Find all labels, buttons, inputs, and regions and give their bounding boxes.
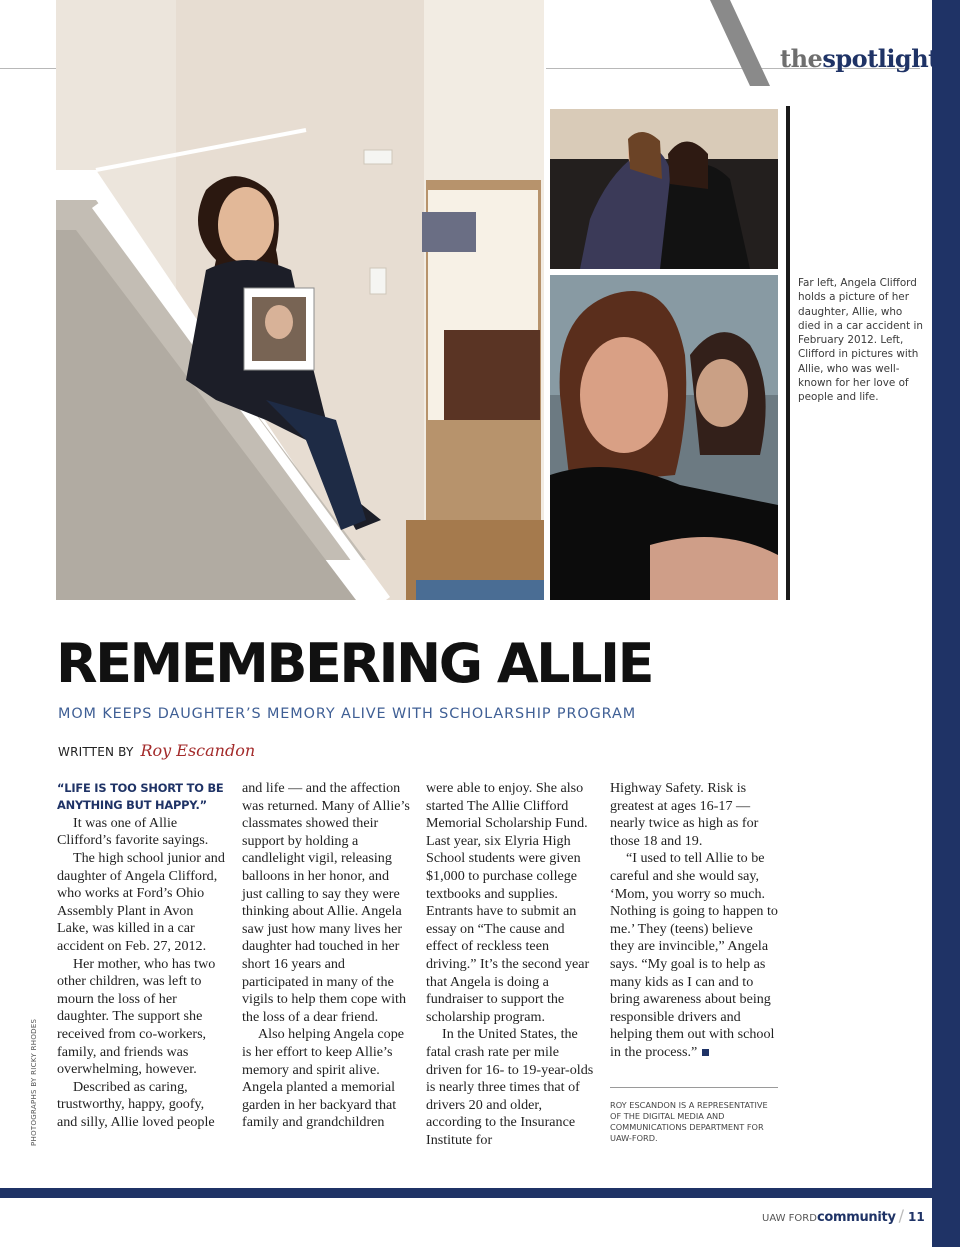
byline: [58, 741, 255, 761]
byline-label: WRITTEN BY: [58, 745, 134, 759]
body-paragraph: and life — and the affection was returned. Many of Allie’s classmates showed their support by holding a candlelight vigil, releasing balloons in her honor, and just calling to say they were thinking about Allie. Angela saw just how many lives her daughter had touched in her short 16 years and participated in many of the vigils to help them cope with the loss of a dear friend.: [242, 780, 410, 1025]
body-column-3: [426, 780, 594, 1149]
body-column-2: [242, 780, 410, 1132]
body-paragraph: Highway Safety. Risk is greatest at ages 16-17 — nearly twice as high as for those 18 and 19.: [610, 780, 759, 849]
footer-separator: /: [898, 1206, 905, 1225]
header-slash-graphic: [710, 0, 770, 86]
author-bio: ROY ESCANDON IS A REPRESENTATIVE OF THE DIGITAL MEDIA AND COMMUNICATIONS DEPARTMENT FOR UAW-FORD.: [610, 1100, 768, 1143]
header-rule-left: [0, 68, 56, 69]
section-label: thespotlight: [780, 44, 939, 73]
body-paragraph: It was one of Allie Clifford’s favorite sayings.: [57, 814, 209, 849]
footer-community: community: [816, 1210, 896, 1225]
body-paragraph: Her mother, who has two other children, was left to mourn the loss of her daughter. The support she received from co-workers, family, and friends was overwhelming, however.: [57, 955, 216, 1078]
headline: REMEMBERING ALLIE: [56, 632, 652, 695]
right-edge-bar: [932, 0, 960, 1247]
body-column-1: [57, 780, 225, 1132]
body-paragraph: were able to enjoy. She also started The Allie Clifford Memorial Scholarship Fund. Last year, six Elyria High School students were given $1,000 to purchase college textbooks and supplies. Entrants have to submit an essay on “The cause and effect of reckless teen driving.” It’s the second year that Angela is doing a fundraiser to support the scholarship program.: [426, 780, 590, 1025]
bottom-edge-bar: [0, 1188, 960, 1198]
photo-credit: PHOTOGRAPHS BY RICKY RHODES: [30, 1018, 38, 1146]
footer-brand: UAW FORD: [762, 1213, 817, 1224]
body-paragraph: Also helping Angela cope is her effort to keep Allie’s memory and spirit alive. Angela planted a memorial garden in her backyard that family and grandchildren: [242, 1026, 404, 1131]
pull-quote: “LIFE IS TOO SHORT TO BE ANYTHING BUT HAPPY.”: [57, 781, 224, 813]
body-paragraph: Described as caring, trustworthy, happy, goofy, and silly, Allie loved people: [57, 1078, 215, 1130]
body-paragraph: “I used to tell Allie to be careful and she would say, ‘Mom, you worry so much. Nothing is going to happen to me.’ They (teens) believe they are invincible,” Angela says. “My goal is to help as many kids as I can and to bring awareness about being responsible drivers and helping them out with school in the process.”: [610, 850, 778, 1060]
top-right-photo: [550, 109, 778, 269]
photo-caption: Far left, Angela Clifford holds a picture of her daughter, Allie, who died in a car accident in February 2012. Left, Clifford in pictures with Allie, who was well-known for her love of people and life.: [798, 277, 923, 404]
body-paragraph: In the United States, the fatal crash rate per mile driven for 16- to 19-year-olds is nearly three times that of drivers 20 and older, according to the Insurance Institute for: [426, 1026, 594, 1148]
page-number: 11: [908, 1210, 925, 1224]
bottom-right-photo: [550, 275, 778, 600]
main-photo: [56, 0, 544, 600]
page-footer: [762, 1206, 925, 1225]
body-column-4: [610, 780, 778, 1062]
deck: MOM KEEPS DAUGHTER’S MEMORY ALIVE WITH SCHOLARSHIP PROGRAM: [58, 706, 637, 722]
caption-divider: [786, 106, 790, 600]
bio-divider: [610, 1087, 778, 1088]
end-mark-icon: [702, 1049, 709, 1056]
body-paragraph: The high school junior and daughter of Angela Clifford, who works at Ford’s Ohio Assembly Plant in Avon Lake, was killed in a car accident on Feb. 27, 2012.: [57, 850, 225, 954]
author-name: Roy Escandon: [140, 741, 256, 760]
